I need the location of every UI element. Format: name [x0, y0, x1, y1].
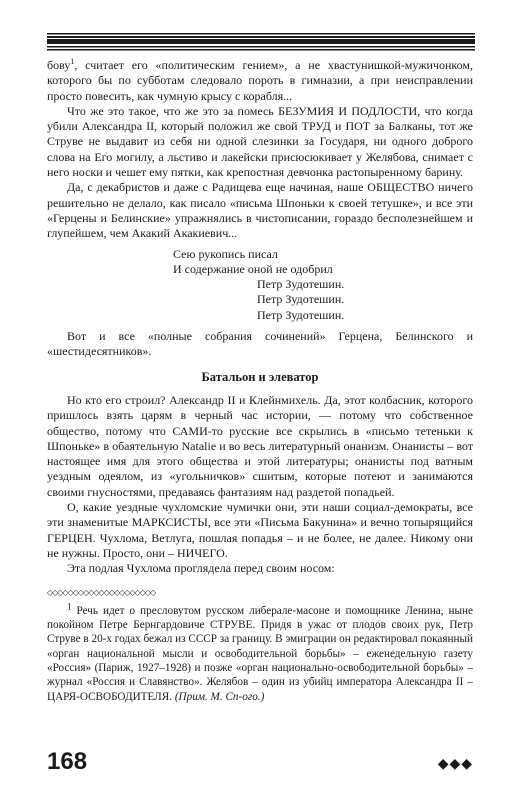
paragraph: О, какие уездные чухломские чумички они, эти наши социал-демократы, все эти знаменитые МАРКСИСТЫ, все эти «Письма Бакунина» и вечно топырящийся ГЕРЦЕН. Чухлома, Ветлуга, пошлая попадья – и не более, не далее. Никому они не нужны. Просто, они – НИЧЕГО. — [47, 500, 473, 560]
paragraph: Но кто его строил? Александр II и Клейнмихель. Да, этот колбасник, которого пришлось взять царям в черный час истории, — потому что собственное общество, потому что САМИ-то русские все скрылись в «письмо тетеньки к Шпоньке» в обаятельную Natalie и во весь литературный онанизм. Онанисты – вот настоящее имя для этого общества и этой литературы; онанисты под ватным уездным одеялом, из «угольничков» сшитым, которые потеют и занимаются своими гнусностями, предаваясь фантазиям над раздетой попадьей. — [47, 392, 473, 499]
paragraph: Что же это такое, что же это за помесь БЕЗУМИЯ И ПОДЛОСТИ, что когда убили Александра II, который положил же свой ТРУД и ПОТ за Балканы, тот же Струве не выдавит из себя ни одной слезинки за Государя, ни одного доброго слова на Его могилу, а льстиво и лакейски присюсюкивает у Желябова, снимает с него носки и чешет ему пятки, как крепостная девчонка растопыренному барину. — [47, 103, 473, 180]
poem-line: Сею рукопись писал — [173, 246, 278, 261]
footnote-attribution: (Прим. М. Сп-ого.) — [174, 690, 265, 703]
poem-signature: Петр Зудотешин. — [257, 292, 345, 307]
footnote-separator: ◇◇◇◇◇◇◇◇◇◇◇◇◇◇◇◇◇◇◇◇◇ — [47, 587, 156, 597]
poem-signature: Петр Зудотешин. — [257, 307, 345, 322]
paragraph: Вот и все «полные собрания сочинений» Герцена, Белинского и «шестидесятников». — [47, 329, 473, 359]
poem — [47, 247, 473, 323]
page-body — [47, 58, 473, 704]
paragraph — [47, 58, 473, 104]
poem-line: И содержание оной не одобрил — [173, 261, 333, 276]
page-number: 168 — [47, 748, 88, 775]
footnote-text: Речь идет о пресловутом русском либерале-масоне и помощнике Ленина, ныне покойном Петре Бернгардовиче СТРУВЕ. Придя в ужас от плодов своих рук, Петр Струве в 20-х годах бежал из СССР за границу. В эмиграции он редактировал покаянный «орган национальной мысли и освободительной борьбы» – еженедельную газету «Россия» (Париж, 1927–1928) и позже «орган национально-освободительной борьбы» – журнал «Россия и Славянство». Желябов – один из убийц императора Александра II – ЦАРЯ-ОСВОБОДИТЕЛЯ. — [47, 604, 474, 703]
paragraph: Эта подлая Чухлома проглядела перед своим носом: — [67, 561, 335, 576]
poem-signature: Петр Зудотешин. — [257, 277, 345, 292]
paragraph: Да, с декабристов и даже с Радищева еще начиная, наше ОБЩЕСТВО ничего решительно не делало, как писало «письма Шпоньки к своей тетушке», и все эти «Герцены и Белинские» упражнялись в чистописании, гораздо бесполезнейшем и глупейшем, чем Акакий Акакиевич... — [47, 180, 473, 241]
text-run: бову — [47, 58, 71, 72]
footnote-number: 1 — [67, 601, 72, 612]
footnote — [47, 601, 474, 704]
diamond-ornament-icon: ◆◆◆ — [437, 757, 473, 772]
footnote-marker: 1 — [70, 57, 75, 66]
text-run: , считает его «политическим гением», а не хвастунишкой-мужичонком, которого бы по субботам следовало пороть в гимназии, а при неисправлении просто повесить, как чумную крысу с корабля... — [47, 58, 473, 103]
header-rule — [47, 33, 475, 51]
section-title: Батальон и элеватор — [201, 369, 319, 384]
